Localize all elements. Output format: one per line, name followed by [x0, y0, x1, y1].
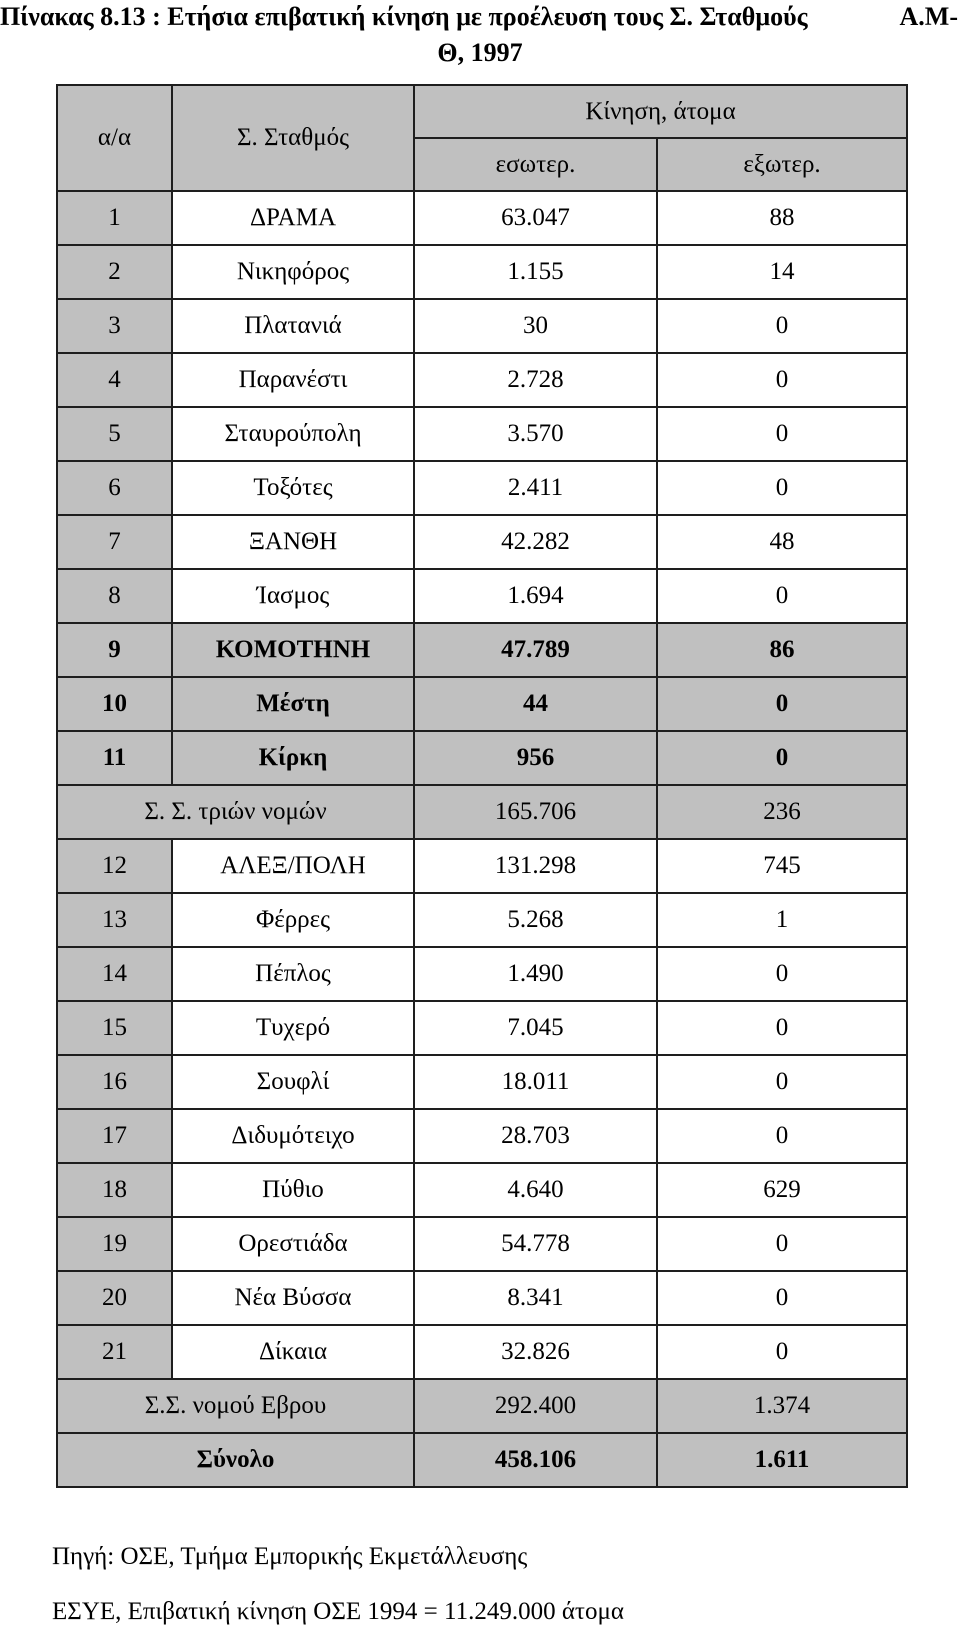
table-row — [57, 839, 907, 893]
title-line-1: Πίνακας 8.13 : Ετήσια επιβατική κίνηση με προέλευση τους Σ. Σταθμούς — [0, 2, 808, 31]
external-value: 0 — [657, 299, 907, 353]
header-station: Σ. Σταθμός — [172, 85, 414, 191]
row-number: 6 — [57, 461, 172, 515]
table-title — [0, 0, 960, 80]
external-value: 0 — [657, 569, 907, 623]
row-number: 21 — [57, 1325, 172, 1379]
station-name: Σταυρούπολη — [172, 407, 414, 461]
external-value: 14 — [657, 245, 907, 299]
table-row — [57, 677, 907, 731]
station-name: ΞΑΝΘΗ — [172, 515, 414, 569]
grand-total-label: Σύνολο — [57, 1433, 414, 1487]
grand-total — [57, 1433, 907, 1487]
subtotal-evros-label: Σ.Σ. νομού Εβρου — [57, 1379, 414, 1433]
source-note: Πηγή: ΟΣΕ, Τμήμα Εμπορικής Εκμετάλλευσης — [52, 1543, 528, 1570]
row-number: 9 — [57, 623, 172, 677]
external-value: 745 — [657, 839, 907, 893]
internal-value: 1.155 — [414, 245, 657, 299]
table-row — [57, 1109, 907, 1163]
station-name: Διδυμότειχο — [172, 1109, 414, 1163]
subtotal-three-prefectures-external: 236 — [657, 785, 907, 839]
internal-value: 1.490 — [414, 947, 657, 1001]
table-row — [57, 1325, 907, 1379]
external-value: 0 — [657, 1217, 907, 1271]
row-number: 10 — [57, 677, 172, 731]
subtotal-evros-external: 1.374 — [657, 1379, 907, 1433]
row-number: 2 — [57, 245, 172, 299]
internal-value: 30 — [414, 299, 657, 353]
external-value: 0 — [657, 731, 907, 785]
station-name: Ίασμος — [172, 569, 414, 623]
external-value: 0 — [657, 1325, 907, 1379]
external-value: 0 — [657, 353, 907, 407]
external-value: 0 — [657, 947, 907, 1001]
station-name: Τυχερό — [172, 1001, 414, 1055]
table-row — [57, 731, 907, 785]
row-number: 19 — [57, 1217, 172, 1271]
station-name: Δίκαια — [172, 1325, 414, 1379]
row-number: 13 — [57, 893, 172, 947]
table-row — [57, 191, 907, 245]
external-value: 629 — [657, 1163, 907, 1217]
internal-value: 2.411 — [414, 461, 657, 515]
station-name: Πύθιο — [172, 1163, 414, 1217]
subtotal-three-prefectures — [57, 785, 907, 839]
internal-value: 28.703 — [414, 1109, 657, 1163]
station-name: Ορεστιάδα — [172, 1217, 414, 1271]
internal-value: 47.789 — [414, 623, 657, 677]
subtotal-three-prefectures-label: Σ. Σ. τριών νομών — [57, 785, 414, 839]
station-name: ΑΛΕΞ/ΠΟΛΗ — [172, 839, 414, 893]
station-name: Παρανέστι — [172, 353, 414, 407]
row-number: 5 — [57, 407, 172, 461]
table-row — [57, 623, 907, 677]
row-number: 3 — [57, 299, 172, 353]
station-name: Πλατανιά — [172, 299, 414, 353]
table-row — [57, 515, 907, 569]
table-row — [57, 353, 907, 407]
reference-note: ΕΣΥΕ, Επιβατική κίνηση ΟΣΕ 1994 = 11.249.000 άτομα — [52, 1598, 624, 1625]
title-line-1-end: Α.Μ- — [899, 2, 958, 31]
internal-value: 7.045 — [414, 1001, 657, 1055]
row-number: 16 — [57, 1055, 172, 1109]
station-name: Νικηφόρος — [172, 245, 414, 299]
station-name: ΚΟΜΟΤΗΝΗ — [172, 623, 414, 677]
table-row — [57, 1217, 907, 1271]
internal-value: 18.011 — [414, 1055, 657, 1109]
row-number: 17 — [57, 1109, 172, 1163]
row-number: 11 — [57, 731, 172, 785]
grand-total-external: 1.611 — [657, 1433, 907, 1487]
internal-value: 32.826 — [414, 1325, 657, 1379]
table-row — [57, 407, 907, 461]
external-value: 0 — [657, 677, 907, 731]
external-value: 88 — [657, 191, 907, 245]
table-row — [57, 1055, 907, 1109]
station-name: Φέρρες — [172, 893, 414, 947]
row-number: 8 — [57, 569, 172, 623]
row-number: 18 — [57, 1163, 172, 1217]
row-number: 14 — [57, 947, 172, 1001]
internal-value: 131.298 — [414, 839, 657, 893]
header-internal: εσωτερ. — [414, 138, 657, 191]
station-name: ΔΡΑΜΑ — [172, 191, 414, 245]
station-name: Κίρκη — [172, 731, 414, 785]
internal-value: 2.728 — [414, 353, 657, 407]
table-row — [57, 245, 907, 299]
station-name: Πέπλος — [172, 947, 414, 1001]
table-row — [57, 569, 907, 623]
row-number: 1 — [57, 191, 172, 245]
station-name: Σουφλί — [172, 1055, 414, 1109]
subtotal-evros — [57, 1379, 907, 1433]
header-aa: α/α — [57, 85, 172, 191]
internal-value: 5.268 — [414, 893, 657, 947]
internal-value: 54.778 — [414, 1217, 657, 1271]
external-value: 0 — [657, 407, 907, 461]
row-number: 20 — [57, 1271, 172, 1325]
subtotal-evros-internal: 292.400 — [414, 1379, 657, 1433]
internal-value: 63.047 — [414, 191, 657, 245]
title-line-2: Θ, 1997 — [437, 38, 523, 67]
station-name: Τοξότες — [172, 461, 414, 515]
header-row — [57, 85, 907, 138]
table-row — [57, 1271, 907, 1325]
external-value: 0 — [657, 1001, 907, 1055]
external-value: 0 — [657, 461, 907, 515]
subtotal-three-prefectures-internal: 165.706 — [414, 785, 657, 839]
table-row — [57, 299, 907, 353]
table-row — [57, 1001, 907, 1055]
internal-value: 956 — [414, 731, 657, 785]
external-value: 0 — [657, 1055, 907, 1109]
passenger-traffic-table — [56, 84, 908, 1488]
internal-value: 4.640 — [414, 1163, 657, 1217]
internal-value: 44 — [414, 677, 657, 731]
external-value: 1 — [657, 893, 907, 947]
table-row — [57, 947, 907, 1001]
station-name: Νέα Βύσσα — [172, 1271, 414, 1325]
internal-value: 1.694 — [414, 569, 657, 623]
grand-total-internal: 458.106 — [414, 1433, 657, 1487]
internal-value: 8.341 — [414, 1271, 657, 1325]
row-number: 15 — [57, 1001, 172, 1055]
table-row — [57, 1163, 907, 1217]
table-row — [57, 893, 907, 947]
row-number: 12 — [57, 839, 172, 893]
row-number: 7 — [57, 515, 172, 569]
table-row — [57, 461, 907, 515]
row-number: 4 — [57, 353, 172, 407]
internal-value: 42.282 — [414, 515, 657, 569]
internal-value: 3.570 — [414, 407, 657, 461]
external-value: 48 — [657, 515, 907, 569]
external-value: 0 — [657, 1271, 907, 1325]
header-movement: Κίνηση, άτομα — [414, 85, 907, 138]
station-name: Μέστη — [172, 677, 414, 731]
header-external: εξωτερ. — [657, 138, 907, 191]
external-value: 86 — [657, 623, 907, 677]
external-value: 0 — [657, 1109, 907, 1163]
